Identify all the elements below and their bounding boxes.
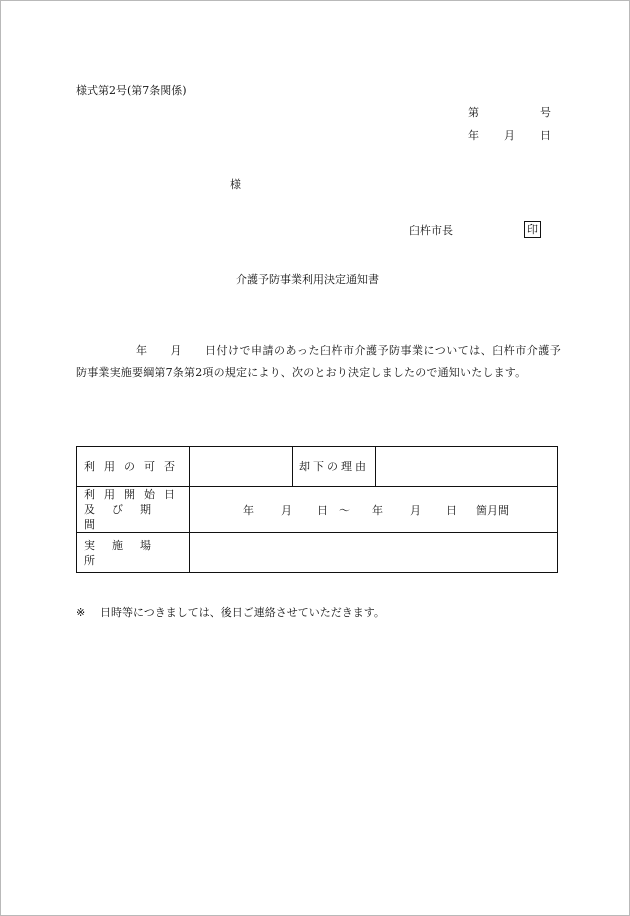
body-text: 年 月 日付けで申請のあった臼杵市介護予防事業については、臼杵市介護予防事業実施要綱第7条第2項の規定により、次のとおり決定しましたので通知いたします。	[76, 344, 561, 379]
start-date-period-label	[77, 487, 190, 533]
start-year: 年	[243, 503, 254, 517]
months-label: 箇月間	[476, 503, 509, 517]
issuer-name: 臼杵市長	[409, 224, 453, 237]
date-year: 年	[468, 129, 479, 142]
document-title: 介護予防事業利用決定通知書	[236, 273, 379, 286]
end-month: 月	[410, 503, 421, 517]
period-label: 及び期間	[84, 503, 168, 531]
location-label: 実施場所	[77, 533, 190, 573]
end-day: 日	[446, 503, 457, 517]
decision-table	[76, 446, 558, 573]
seal-mark: 印	[524, 221, 541, 238]
note-text: 日時等につきましては、後日ご連絡させていただきます。	[100, 606, 385, 619]
tilde-mark: ～	[339, 503, 350, 517]
start-day: 日	[317, 503, 328, 517]
table-row-period	[77, 487, 558, 533]
end-year: 年	[372, 503, 383, 517]
availability-value	[190, 447, 293, 487]
rejection-reason-value	[376, 447, 558, 487]
rejection-reason-label: 却下の理由	[293, 447, 376, 487]
start-date-label: 利用開始日	[84, 488, 184, 501]
start-month: 月	[281, 503, 292, 517]
location-value	[190, 533, 558, 573]
number-label: 第	[468, 106, 479, 119]
date-month: 月	[504, 129, 515, 142]
form-number: 様式第2号(第7条関係)	[76, 84, 187, 97]
number-suffix: 号	[540, 106, 551, 119]
addressee-suffix: 様	[230, 178, 241, 191]
note	[76, 606, 385, 620]
note-mark: ※	[76, 606, 86, 619]
table-row-availability	[77, 447, 558, 487]
table-row-location	[77, 533, 558, 573]
availability-label: 利用の可否	[77, 447, 190, 487]
date-day: 日	[540, 129, 551, 142]
period-value	[190, 487, 558, 533]
